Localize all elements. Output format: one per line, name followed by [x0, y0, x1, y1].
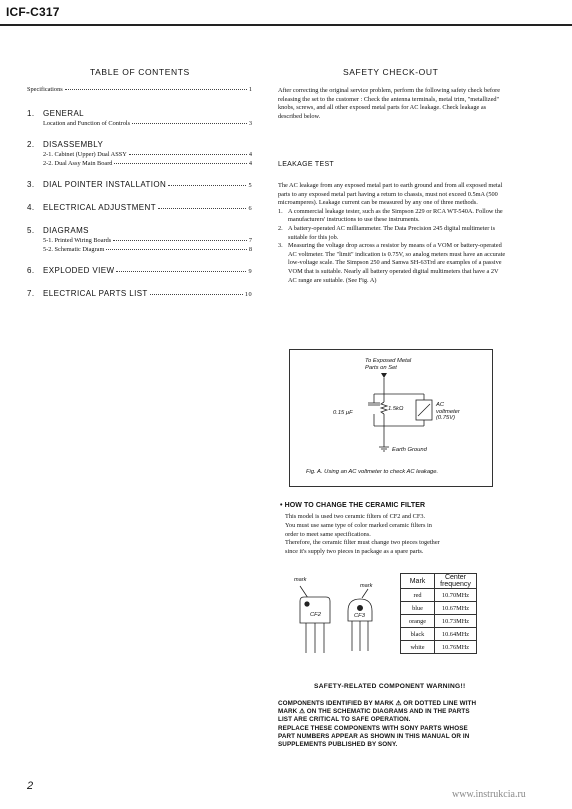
toc-section-page: 10 — [244, 291, 252, 298]
toc-section-number: 1. — [27, 109, 35, 118]
leakage-method-item — [278, 225, 508, 242]
method-text: Measuring the voltage drop across a resistor by means of a VOM or battery-operated AC voltmeter. The "limit" indication is 0.75V, so analog meters must have an accurate low-voltage scale. The Simpson 250 and Sanwa SH-63Trd are examples of a passive VOM that is suitable. Nearly all battery operated digital multimeters that have a 2V AC range are suitable. (See Fig. A) — [288, 242, 506, 284]
leakage-test-title: LEAKAGE TEST — [278, 161, 334, 168]
toc-section-heading[interactable] — [27, 203, 252, 214]
method-number: 2. — [278, 224, 283, 232]
toc-leader-dots — [116, 271, 246, 272]
toc-leader-dots — [158, 208, 246, 209]
toc-subentry[interactable] — [27, 151, 252, 160]
toc-section-heading[interactable] — [27, 109, 252, 120]
toc-subentry-label: 5-2. Schematic Diagram — [43, 246, 105, 253]
toc-leader-dots — [65, 89, 247, 90]
toc-section-number: 2. — [27, 140, 35, 149]
toc-section-title: ELECTRICAL ADJUSTMENT — [43, 203, 157, 212]
model-number: ICF-C317 — [6, 5, 60, 19]
toc-leader-dots — [129, 154, 247, 155]
toc-section-page: 5 — [248, 182, 252, 189]
fig-label-exposed-metal: To Exposed Metal Parts on Set — [365, 358, 412, 371]
cf2-mark-label: mark — [294, 577, 307, 583]
method-number: 3. — [278, 242, 283, 250]
ceramic-filter-illustration — [290, 573, 398, 659]
ceramic-filter-drawing — [290, 573, 398, 659]
table-of-contents — [27, 86, 252, 312]
table-cell-mark: red — [401, 589, 435, 602]
toc-section-number: 3. — [27, 180, 35, 189]
table-cell-frequency: 10.73MHz — [435, 615, 477, 628]
toc-subentry-page: 4 — [248, 160, 252, 167]
fig-label-earth-ground: Earth Ground — [392, 447, 427, 453]
table-cell-frequency: 10.70MHz — [435, 589, 477, 602]
table-cell-mark: blue — [401, 602, 435, 615]
toc-entry-specifications[interactable] — [27, 86, 252, 95]
toc-subentry[interactable] — [27, 120, 252, 129]
toc-entry-page: 1 — [248, 86, 252, 93]
toc-section-title: DIAGRAMS — [43, 226, 89, 235]
ceramic-filter-title: • HOW TO CHANGE THE CERAMIC FILTER — [280, 502, 426, 509]
toc-section-page: 6 — [248, 205, 252, 212]
toc-section-number: 5. — [27, 226, 35, 235]
toc-leader-dots — [106, 249, 246, 250]
toc-subentry[interactable] — [27, 160, 252, 169]
toc-section — [27, 289, 252, 300]
toc-leader-dots — [113, 240, 247, 241]
table-row — [401, 602, 477, 615]
toc-section — [27, 180, 252, 191]
fig-label-voltmeter: AC voltmeter (0.75V) — [436, 402, 460, 421]
toc-title: TABLE OF CONTENTS — [90, 67, 190, 77]
toc-subentry-page: 3 — [248, 120, 252, 127]
table-cell-frequency: 10.67MHz — [435, 602, 477, 615]
toc-entry-label: Specifications — [27, 86, 63, 93]
table-row — [401, 589, 477, 602]
ceramic-filter-table — [400, 573, 477, 654]
toc-section-number: 6. — [27, 266, 35, 275]
cf3-mark-label: mark — [360, 583, 373, 589]
cf2-label: CF2 — [310, 612, 321, 618]
toc-subentry-label: Location and Function of Controls — [43, 120, 131, 127]
warning-text: COMPONENTS IDENTIFIED BY MARK ⚠ OR DOTTED LINE WITH MARK ⚠ ON THE SCHEMATIC DIAGRAMS AND IN THE PARTS LIST ARE CRITICAL TO SAFE OPERATION. REPLACE THESE COMPONENTS WITH SONY PARTS WHOSE PART NUMBERS APPEAR AS SHOWN IN THIS MANUAL OR IN SUPPLEMENTS PUBLISHED BY SONY. — [278, 700, 477, 749]
table-row — [401, 641, 477, 654]
safety-intro — [278, 87, 508, 121]
toc-section-heading[interactable] — [27, 140, 252, 151]
page-number: 2 — [27, 780, 34, 792]
safety-title: SAFETY CHECK-OUT — [343, 67, 439, 77]
table-cell-mark: white — [401, 641, 435, 654]
table-header-frequency: Center frequency — [435, 574, 477, 589]
ceramic-filter-text: This model is used two ceramic filters of CF2 and CF3. You must use same type of color marked ceramic filters in order to meet same specifications. Therefore, the ceramic filter must change two pieces together since it's supply two pieces in package as a spare parts. — [285, 513, 440, 556]
figure-a — [289, 349, 493, 487]
toc-leader-dots — [150, 294, 243, 295]
toc-section — [27, 140, 252, 169]
table-row — [401, 628, 477, 641]
method-text: A commercial leakage tester, such as the Simpson 229 or RCA WT-540A. Follow the manufacturers' instructions to use these instruments. — [288, 207, 503, 224]
probe-arrow-icon — [381, 373, 387, 378]
fig-label-capacitor: 0.15 μF — [333, 410, 353, 416]
table-cell-frequency: 10.76MHz — [435, 641, 477, 654]
toc-section-heading[interactable] — [27, 289, 252, 300]
safety-intro-text: After correcting the original service problem, perform the following safety check before releasing the set to the customer : Check the antenna terminals, metal trim, "metallized" knobs, screws, and all other exposed metal parts for AC leakage. Check leakage as described below. — [278, 87, 501, 120]
toc-sections — [27, 109, 252, 300]
toc-subentry[interactable] — [27, 237, 252, 246]
toc-section — [27, 203, 252, 214]
toc-section-page: 9 — [248, 268, 252, 275]
table-row — [401, 615, 477, 628]
table-header-mark: Mark — [401, 574, 435, 589]
fig-label-resistor: 1.5kΩ — [388, 406, 404, 412]
toc-section-heading[interactable] — [27, 266, 252, 277]
toc-section-title: DISASSEMBLY — [43, 140, 104, 149]
warning-title: SAFETY-RELATED COMPONENT WARNING!! — [314, 683, 466, 690]
leakage-test-body — [278, 182, 508, 285]
toc-section-number: 4. — [27, 203, 35, 212]
leakage-method-item — [278, 208, 508, 225]
toc-section-heading[interactable] — [27, 226, 252, 237]
toc-section-title: ELECTRICAL PARTS LIST — [43, 289, 148, 298]
table-cell-mark: black — [401, 628, 435, 641]
table-cell-frequency: 10.64MHz — [435, 628, 477, 641]
toc-section — [27, 226, 252, 255]
toc-section-title: EXPLODED VIEW — [43, 266, 115, 275]
method-number: 1. — [278, 207, 283, 215]
leakage-method-item — [278, 242, 508, 285]
toc-section-heading[interactable] — [27, 180, 252, 191]
toc-leader-dots — [168, 185, 246, 186]
toc-section-number: 7. — [27, 289, 35, 298]
toc-subentry-label: 5-1. Printed Wiring Boards — [43, 237, 112, 244]
toc-leader-dots — [132, 123, 247, 124]
toc-section — [27, 109, 252, 129]
toc-section-title: DIAL POINTER INSTALLATION — [43, 180, 167, 189]
toc-subentry-label: 2-2. Dual Assy Main Board — [43, 160, 113, 167]
cf3-label: CF3 — [354, 613, 365, 619]
leakage-text: The AC leakage from any exposed metal part to earth ground and from all exposed metal parts to any exposed metal part having a return to chassis, must not exceed 0.5mA (500 microamperes). Leakage current can be measured by any one of three methods. — [278, 182, 503, 207]
toc-leader-dots — [114, 163, 246, 164]
toc-subentry-page: 4 — [248, 151, 252, 158]
header-rule — [0, 24, 572, 26]
toc-section — [27, 266, 252, 277]
toc-subentry-page: 8 — [248, 246, 252, 253]
toc-subentry-label: 2-1. Cabinet (Upper) Dual ASSY — [43, 151, 127, 158]
watermark: www.instrukcia.ru — [452, 789, 526, 800]
toc-subentry[interactable] — [27, 246, 252, 255]
table-cell-mark: orange — [401, 615, 435, 628]
leakage-methods-list — [278, 208, 508, 285]
toc-section-title: GENERAL — [43, 109, 85, 118]
toc-subentry-page: 7 — [248, 237, 252, 244]
figure-caption: Fig. A. Using an AC voltmeter to check AC leakage. — [306, 469, 439, 475]
method-text: A battery-operated AC milliammeter. The Data Precision 245 digital multimeter is suitable for this job. — [288, 224, 496, 241]
